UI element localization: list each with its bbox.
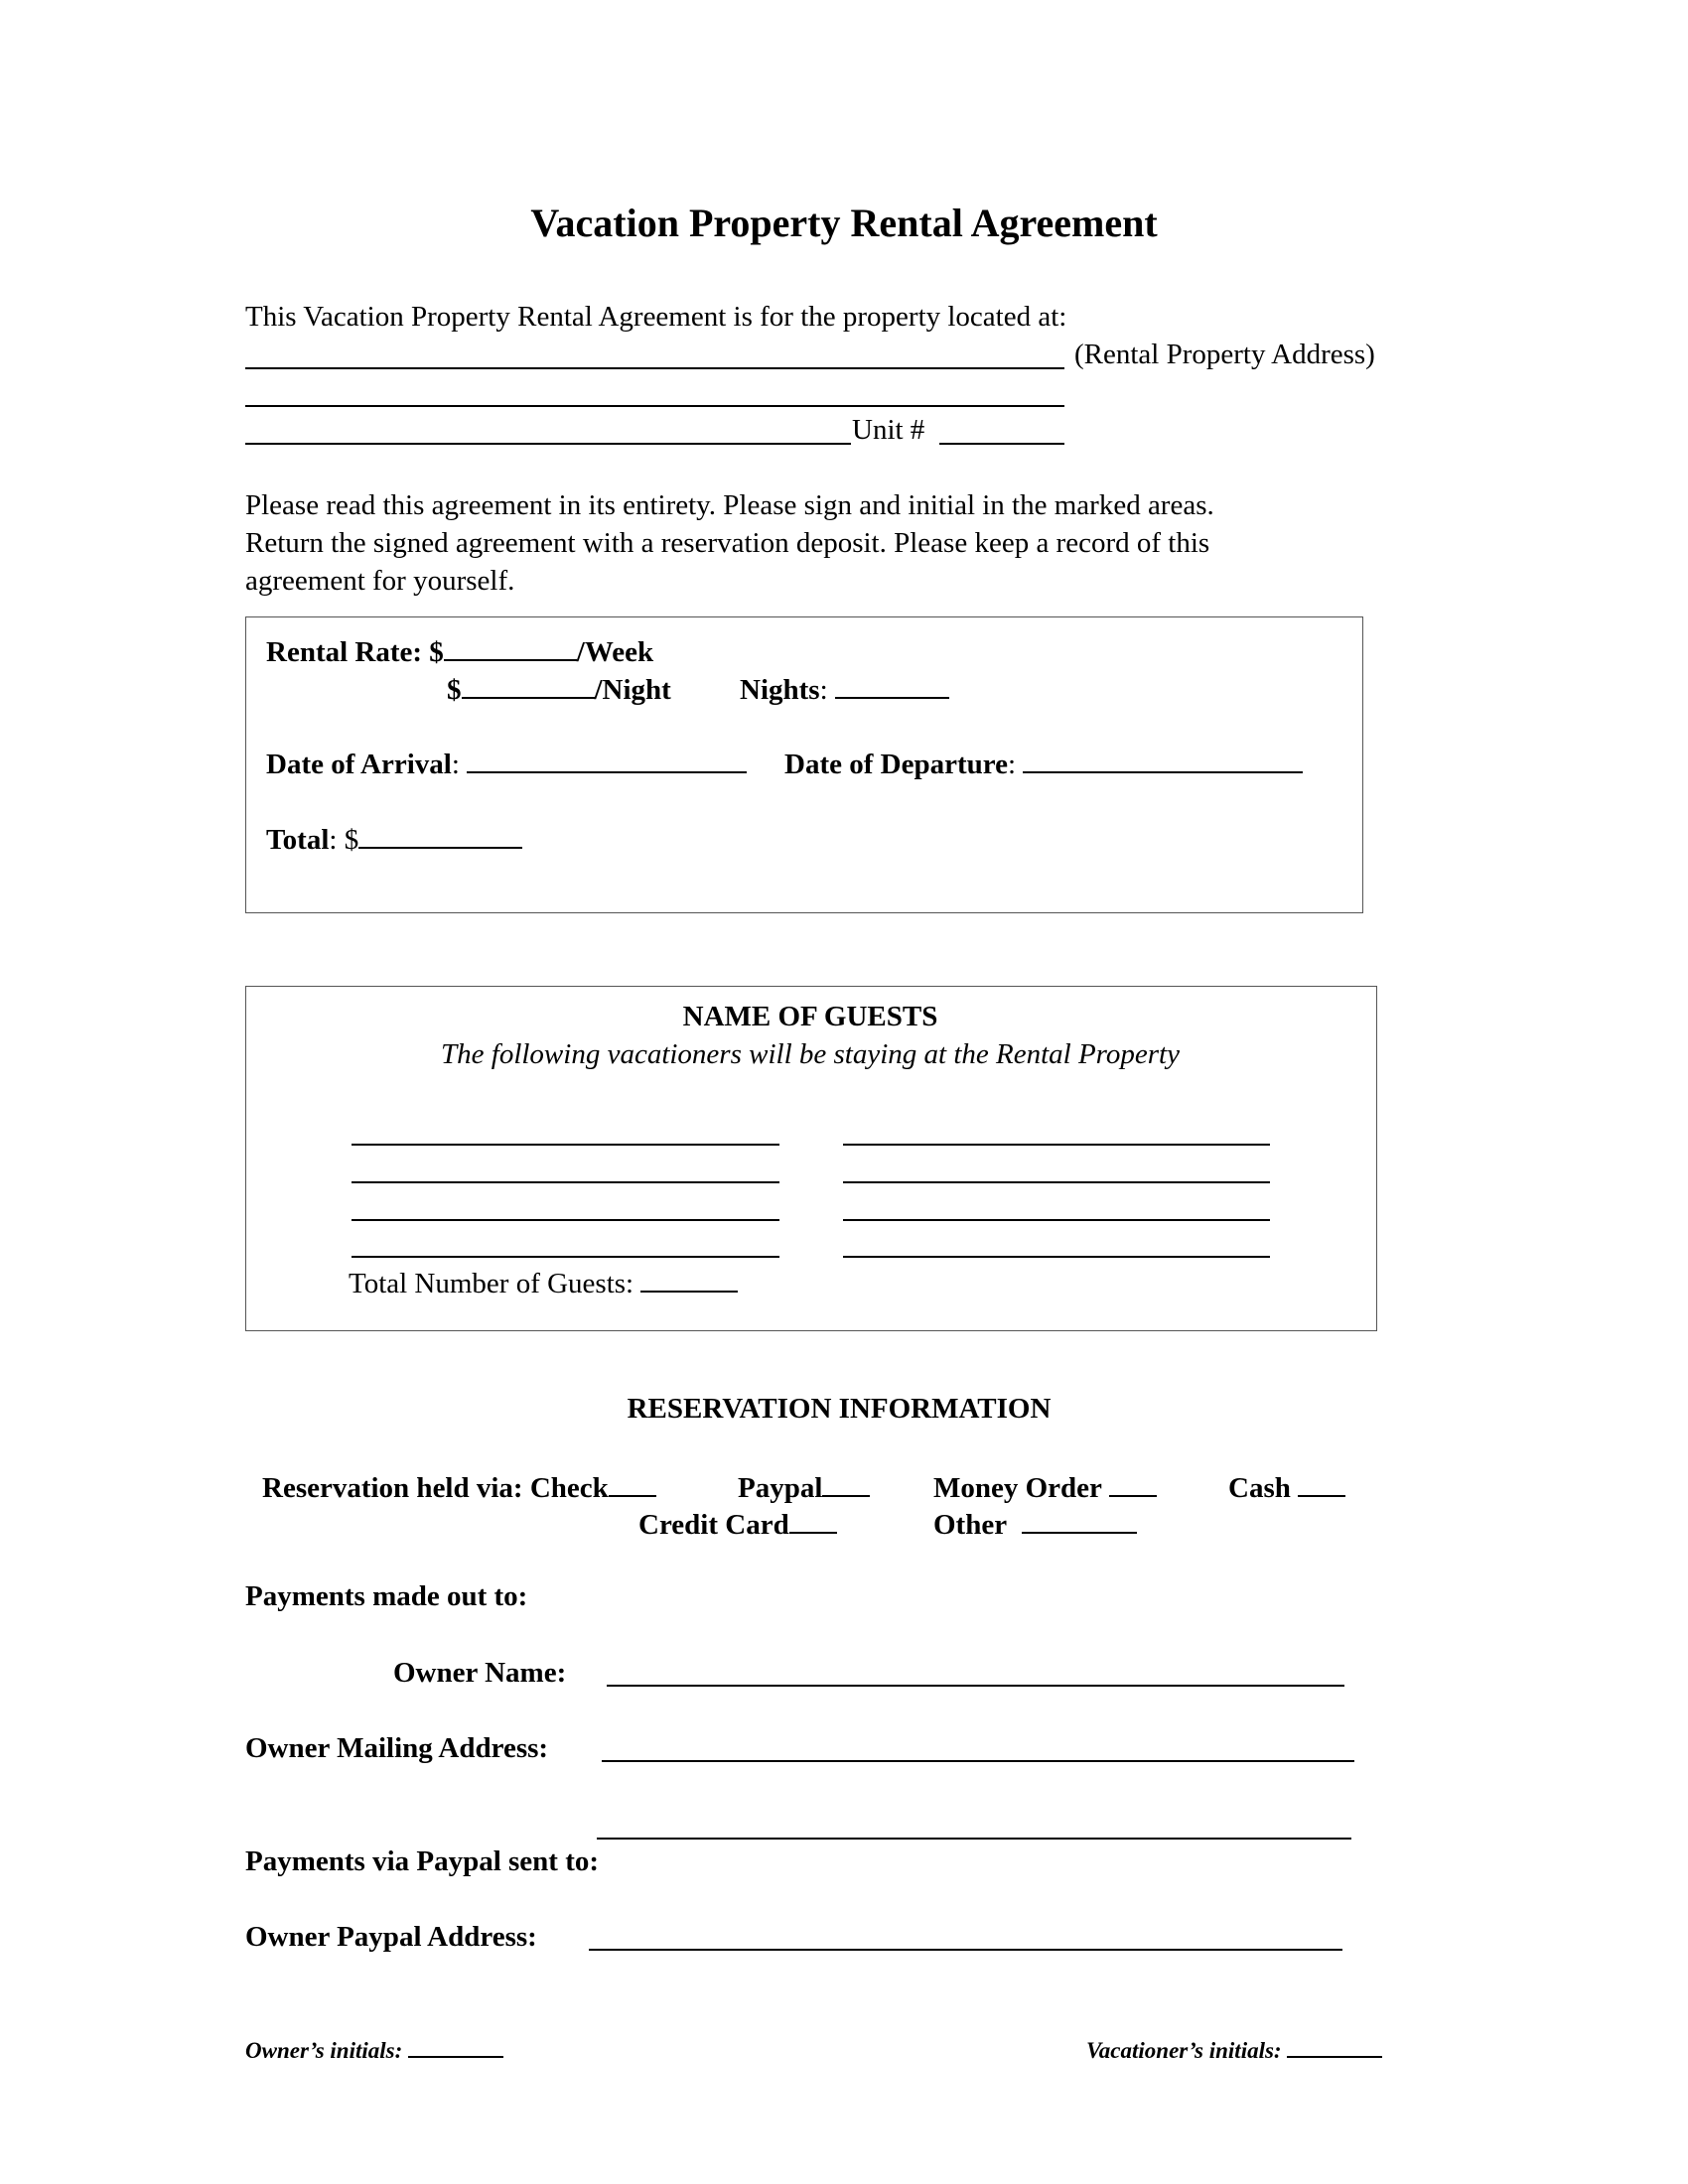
guest-name-field[interactable]: [843, 1181, 1270, 1183]
rental-rate-label: Rental Rate: $: [266, 636, 444, 668]
instructions-line-1: Please read this agreement in its entirety. Please sign and initial in the marked areas.: [245, 489, 1214, 521]
arrival-label: Date of Arrival: [266, 749, 452, 780]
address-line-1[interactable]: [245, 367, 1064, 369]
departure-row: Date of Departure:: [784, 748, 1303, 779]
total-guests-label: Total Number of Guests:: [349, 1268, 634, 1299]
intro-text: This Vacation Property Rental Agreement is for the property located at:: [245, 301, 1067, 333]
paypal-field[interactable]: [822, 1471, 870, 1497]
option-money-order-label: Money Order: [933, 1472, 1102, 1504]
option-check-label: Check: [529, 1472, 609, 1504]
guest-name-field[interactable]: [352, 1181, 779, 1183]
total-guests-row: [349, 1267, 738, 1298]
arrival-row: Date of Arrival:: [266, 748, 747, 779]
total-label: Total: [266, 824, 330, 856]
departure-label: Date of Departure: [784, 749, 1008, 780]
nights-label: Nights: [740, 674, 820, 706]
guest-name-field[interactable]: [352, 1219, 779, 1221]
option-cash: [1228, 1471, 1345, 1503]
guest-name-field[interactable]: [843, 1144, 1270, 1146]
arrival-date-field[interactable]: [467, 748, 747, 773]
option-other: [933, 1508, 1137, 1540]
vacationer-initials-label: Vacationer’s initials:: [1086, 2038, 1282, 2063]
nights-row: Nights:: [740, 673, 949, 705]
cash-field[interactable]: [1298, 1471, 1345, 1497]
vacationer-initials-field[interactable]: [1287, 2038, 1382, 2058]
option-credit-card: [638, 1508, 837, 1540]
option-paypal: [738, 1471, 870, 1503]
night-label: /Night: [594, 674, 671, 706]
option-credit-card-label: Credit Card: [638, 1509, 789, 1541]
weekly-rate-field[interactable]: [444, 635, 577, 661]
owner-paypal-label: Owner Paypal Address:: [245, 1921, 537, 1953]
rental-rate-week-row: [266, 635, 653, 667]
held-via-label: Reservation held via:: [262, 1472, 523, 1504]
option-cash-label: Cash: [1228, 1472, 1291, 1504]
page-title: Vacation Property Rental Agreement: [530, 201, 1158, 245]
total-guests-field[interactable]: [640, 1267, 738, 1293]
total-field[interactable]: [358, 823, 522, 849]
week-label: /Week: [576, 636, 654, 668]
owner-initials-row: [245, 2038, 503, 2062]
owner-mailing-field-2[interactable]: [597, 1838, 1351, 1840]
dollar-sign: $: [447, 674, 462, 706]
instructions-line-2: Return the signed agreement with a reservation deposit. Please keep a record of this: [245, 527, 1210, 559]
guest-name-field[interactable]: [352, 1144, 779, 1146]
nightly-rate-field[interactable]: [462, 673, 595, 699]
instructions-line-3: agreement for yourself.: [245, 565, 515, 597]
owner-name-label: Owner Name:: [393, 1657, 567, 1689]
option-other-label: Other: [933, 1509, 1008, 1541]
vacationer-initials-row: [1086, 2038, 1382, 2062]
owner-name-field[interactable]: [607, 1685, 1344, 1687]
guest-name-field[interactable]: [352, 1256, 779, 1258]
guest-name-field[interactable]: [843, 1256, 1270, 1258]
unit-label: Unit #: [852, 414, 925, 446]
address-label: (Rental Property Address): [1074, 339, 1375, 370]
payments-made-out-label: Payments made out to:: [245, 1580, 528, 1612]
owner-mailing-field[interactable]: [602, 1760, 1354, 1762]
departure-date-field[interactable]: [1023, 748, 1303, 773]
guests-subheading: The following vacationers will be staying at the Rental Property: [441, 1038, 1180, 1070]
option-money-order: [933, 1471, 1157, 1503]
total-row: [266, 823, 522, 855]
owner-initials-field[interactable]: [408, 2038, 503, 2058]
check-field[interactable]: [609, 1471, 656, 1497]
other-field[interactable]: [1022, 1508, 1137, 1534]
money-order-field[interactable]: [1109, 1471, 1157, 1497]
nights-field[interactable]: [835, 673, 949, 699]
total-prefix: : $: [329, 824, 359, 856]
unit-field[interactable]: [939, 443, 1064, 445]
owner-mailing-label: Owner Mailing Address:: [245, 1732, 549, 1764]
guest-name-field[interactable]: [843, 1219, 1270, 1221]
held-via-row-1: [262, 1471, 656, 1503]
owner-paypal-field[interactable]: [589, 1949, 1342, 1951]
guests-heading: NAME OF GUESTS: [682, 1001, 938, 1032]
option-paypal-label: Paypal: [738, 1472, 823, 1504]
credit-card-field[interactable]: [789, 1508, 837, 1534]
address-line-3[interactable]: [245, 443, 851, 445]
reservation-heading: RESERVATION INFORMATION: [627, 1393, 1052, 1425]
address-line-2[interactable]: [245, 405, 1064, 407]
owner-initials-label: Owner’s initials:: [245, 2038, 403, 2063]
rental-rate-night-row: [447, 673, 671, 705]
paypal-sent-label: Payments via Paypal sent to:: [245, 1845, 600, 1877]
